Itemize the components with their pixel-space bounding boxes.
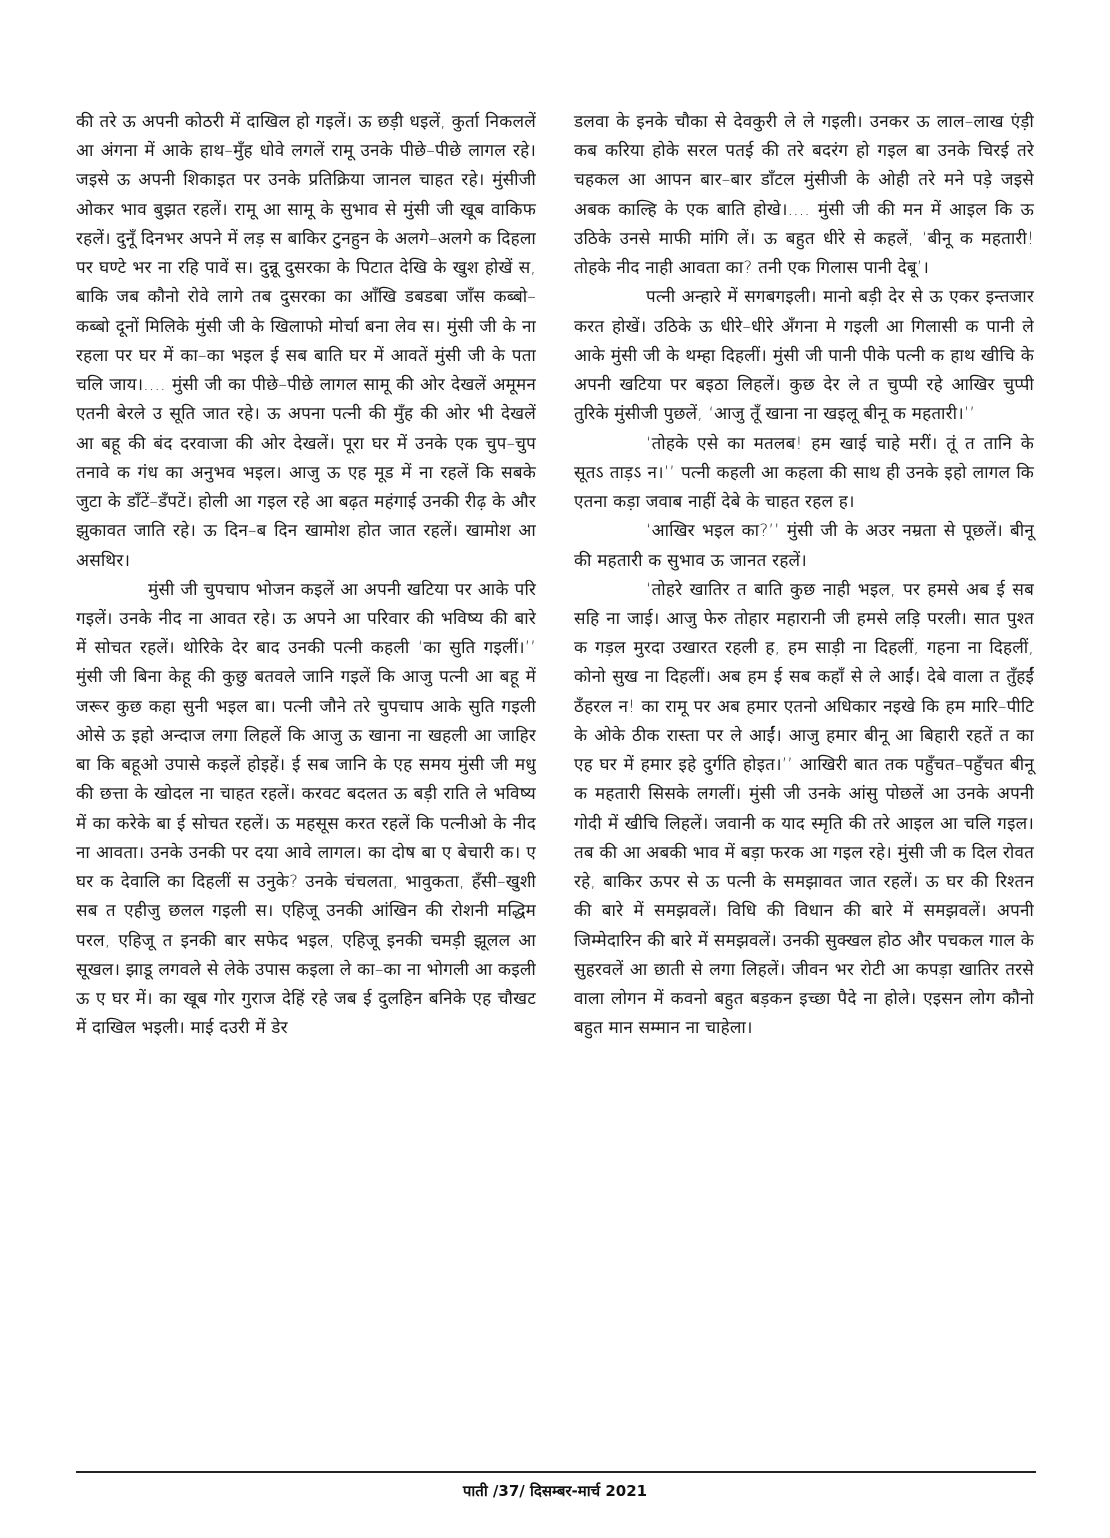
left-paragraph-2: मुंसी जी चुपचाप भोजन कइलें आ अपनी खटिया पर आके परि गइलें। उनके नीद ना आवत रहे। ऊ अपने आ परिवार की भविष्य की बारे में सोचत रहलें। थोरिके देर बाद उनकी पत्नी कहली ‘का सुति गइलीं।’’ मुंसी जी बिना केहू की कुछु बतवले जानि गइलें कि आजु पत्नी आ बहू में जरूर कुछ कहा सुनी भइल बा। पत्नी जौने तरे चुपचाप आके सुति गइली ओसे ऊ इहो अन्दाज लगा लिहलें कि आजु ऊ खाना ना खहली आ जाहिर बा कि बहूओ उपासे कइलें होइहें। ई सब जानि के एह समय मुंसी जी मधु की छत्ता के खोदल ना चाहत रहलें। करवट बदलत ऊ बड़ी राति ले भविष्य में का करेके बा ई सोचत रहलें। ऊ महसूस करत रहलें कि पत्नीओ के नीद ना आवता। उनके उनकी पर दया आवे लागल। का दोष बा ए बेचारी क। ए घर क देवालि का दिहलीं स उनुके? उनके चंचलता, भावुकता, हँसी–खुशी सब त एहीजु छलल गइली स। एहिजू उनकी आंखिन की रोशनी मद्धिम परल, एहिजू त इनकी बार सफेद भइल, एहिजू इनकी चमड़ी झूलल आ सूखल। झाडू लगवले से लेके उपास कइला ले का–का ना भोगली आ कइली ऊ ए घर में। का खूब गोर गुराज देहिं रहे जब ई दुलहिन बनिके एह चौखट में दाखिल भइली। माई दउरी में डेर — [76, 579, 536, 1039]
right-paragraph-2: पत्नी अन्हारे में सगबगइली। मानो बड़ी देर से ऊ एकर इन्तजार करत होखें। उठिके ऊ धीरे–धीरे अँगना मे गइली आ गिलासी क पानी ले आके मुंसी जी के थम्हा दिहलीं। मुंसी जी पानी पीके पत्नी क हाथ खीचि के अपनी खटिया पर बइठा लिहलें। कुछ देर ले त चुप्पी रहे आखिर चुप्पी तुरिके मुंसीजी पुछलें, ‘आजु तूँ खाना ना खइलू बीनू क महतारी।’’ — [574, 287, 1034, 425]
right-paragraph-1: डलवा के इनके चौका से देवकुरी ले ले गइली। उनकर ऊ लाल–लाख एंड़ी कब करिया होके सरल पतई की तरे बदरंग हो गइल बा उनके चिरई तरे चहकल आ आपन बार–बार डाँटल मुंसीजी के ओही तरे मने पड़े जइसे अबक काल्हि के एक बाति होखे।.... मुंसी जी की मन में आइल कि ऊ उठिके उनसे माफी मांगि लें। ऊ बहुत धीरे से कहलें, ‘बीनू क महतारी! तोहके नीद नाही आवता का? तनी एक गिलास पानी देबू’। — [574, 112, 1034, 279]
page-footer: पाती /37/ दिसम्बर-मार्च 2021 — [462, 1482, 648, 1500]
right-column — [574, 108, 1034, 1044]
right-paragraph-4: ‘आखिर भइल का?’’ मुंसी जी के अउर नम्रता से पूछलें। बीनू की महतारी क सुभाव ऊ जानत रहलें। — [574, 521, 1034, 571]
left-column — [76, 108, 536, 1044]
left-paragraph-1: की तरे ऊ अपनी कोठरी में दाखिल हो गइलें। ऊ छड़ी धइलें, कुर्ता निकललें आ अंगना में आके हाथ–मुँह धोवे लगलें रामू उनके पीछे–पीछे लागल रहे। जइसे ऊ अपनी शिकाइत पर उनके प्रतिक्रिया जानल चाहत रहे। मुंसीजी ओकर भाव बुझत रहलें। रामू आ सामू के सुभाव से मुंसी जी खूब वाकिफ रहलें। दुनूँ दिनभर अपने में लड़ स बाकिर टुनहुन के अलगे–अलगे क दिहला पर घण्टे भर ना रहि पावें स। दुन्नू दुसरका के पिटात देखि के खुश होखें स, बाकि जब कौनो रोवे लागे तब दुसरका का आँखि डबडबा जाँस कब्बो–कब्बो दूनों मिलिके मुंसी जी के खिलाफो मोर्चा बना लेव स। मुंसी जी के ना रहला पर घर में का–का भइल ई सब बाति घर में आवतें मुंसी जी के पता चलि जाय।.... मुंसी जी का पीछे–पीछे लागल सामू की ओर देखलें अमूमन एतनी बेरले उ सूति जात रहे। ऊ अपना पत्नी की मुँह की ओर भी देखलें आ बहू की बंद दरवाजा की ओर देखलें। पूरा घर में उनके एक चुप–चुप तनावे क गंध का अनुभव भइल। आजु ऊ एह मूड में ना रहलें कि सबके जुटा के डाँटें–डँपटें। होली आ गइल रहे आ बढ़त महंगाई उनकी रीढ़ के और झुकावत जाति रहे। ऊ दिन–ब दिन खामोश होत जात रहलें। खामोश आ असथिर। — [76, 112, 536, 571]
footer-divider — [76, 1471, 1036, 1473]
right-paragraph-3: ‘तोहके एसे का मतलब! हम खाई चाहे मरीं। तूं त तानि के सूतऽ ताड़ऽ न।’’ पत्नी कहली आ कहला की साथ ही उनके इहो लागल कि एतना कड़ा जवाब नाहीं देबे के चाहत रहल ह। — [574, 433, 1034, 513]
right-paragraph-5: ‘तोहरे खातिर त बाति कुछ नाही भइल, पर हमसे अब ई सब सहि ना जाई। आजु फेरु तोहार महारानी जी हमसे लड़ि परली। सात पुश्त क गड़ल मुरदा उखारत रहली ह, हम साड़ी ना दिहलीं, गहना ना दिहलीं, कोनो सुख ना दिहलीं। अब हम ई सब कहाँ से ले आईं। देबे वाला त तुँहईं ठँहरल न! का रामू पर अब हमार एतनो अधिकार नइखे कि हम मारि–पीटि के ओके ठीक रास्ता पर ले आईं। आजु हमार बीनू आ बिहारी रहतें त का एह घर में हमार इहे दुर्गति होइत।’’ आखिरी बात तक पहुँचत–पहुँचत बीनू क महतारी सिसके लगलीं। मुंसी जी उनके आंसु पोछलें आ उनके अपनी गोदी में खीचि लिहलें। जवानी क याद स्मृति की तरे आइल आ चलि गइल। तब की आ अबकी भाव में बड़ा फरक आ गइल रहे। मुंसी जी क दिल रोवत रहे, बाकिर ऊपर से ऊ पत्नी के समझावत जात रहलें। ऊ घर की रिश्तन की बारे में समझवलें। विधि की विधान की बारे में समझवलें। अपनी जिम्मेदारिन की बारे में समझवलें। उनकी सुक्खल होठ और पचकल गाल के सुहरवलें आ छाती से लगा लिहलें। जीवन भर रोटी आ कपड़ा खातिर तरसे वाला लोगन में कवनो बहुत बड़कन इच्छा पैदे ना होले। एइसन लोग कौनो बहुत मान सम्मान ना चाहेला। — [574, 579, 1034, 1039]
